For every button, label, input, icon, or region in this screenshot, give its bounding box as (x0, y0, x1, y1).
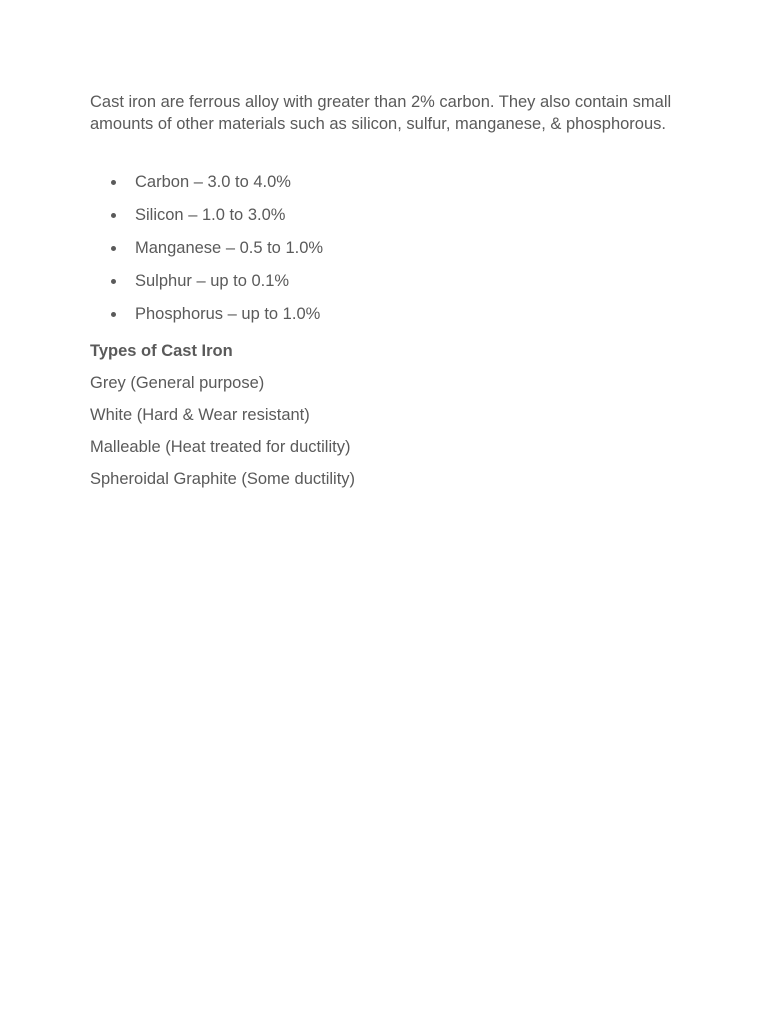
list-item (90, 298, 690, 331)
bullet-icon (111, 279, 116, 284)
list-item-text: Sulphur – up to 0.1% (135, 272, 290, 290)
bullet-icon (111, 246, 116, 251)
type-item: Spheroidal Graphite (Some ductility) (90, 470, 356, 488)
bullet-icon (111, 213, 116, 218)
type-item: White (Hard & Wear resistant) (90, 406, 310, 424)
type-item: Malleable (Heat treated for ductility) (90, 438, 351, 456)
list-item (90, 199, 690, 232)
bullet-icon (111, 312, 116, 317)
list-item (90, 265, 690, 298)
list-item-text: Manganese – 0.5 to 1.0% (135, 239, 324, 257)
types-heading: Types of Cast Iron (90, 342, 233, 360)
list-item-text: Phosphorus – up to 1.0% (135, 305, 321, 323)
type-item: Grey (General purpose) (90, 374, 265, 392)
types-list (90, 367, 690, 495)
list-item-text: Silicon – 1.0 to 3.0% (135, 206, 286, 224)
list-item (90, 232, 690, 265)
intro-paragraph: Cast iron are ferrous alloy with greater than 2% carbon. They also contain small amounts of other materials such as silicon, sulfur, manganese, & phosphorous. (90, 93, 672, 133)
bullet-icon (111, 180, 116, 185)
composition-list (90, 166, 690, 331)
list-item (90, 166, 690, 199)
document-page (90, 91, 690, 495)
list-item-text: Carbon – 3.0 to 4.0% (135, 173, 291, 191)
